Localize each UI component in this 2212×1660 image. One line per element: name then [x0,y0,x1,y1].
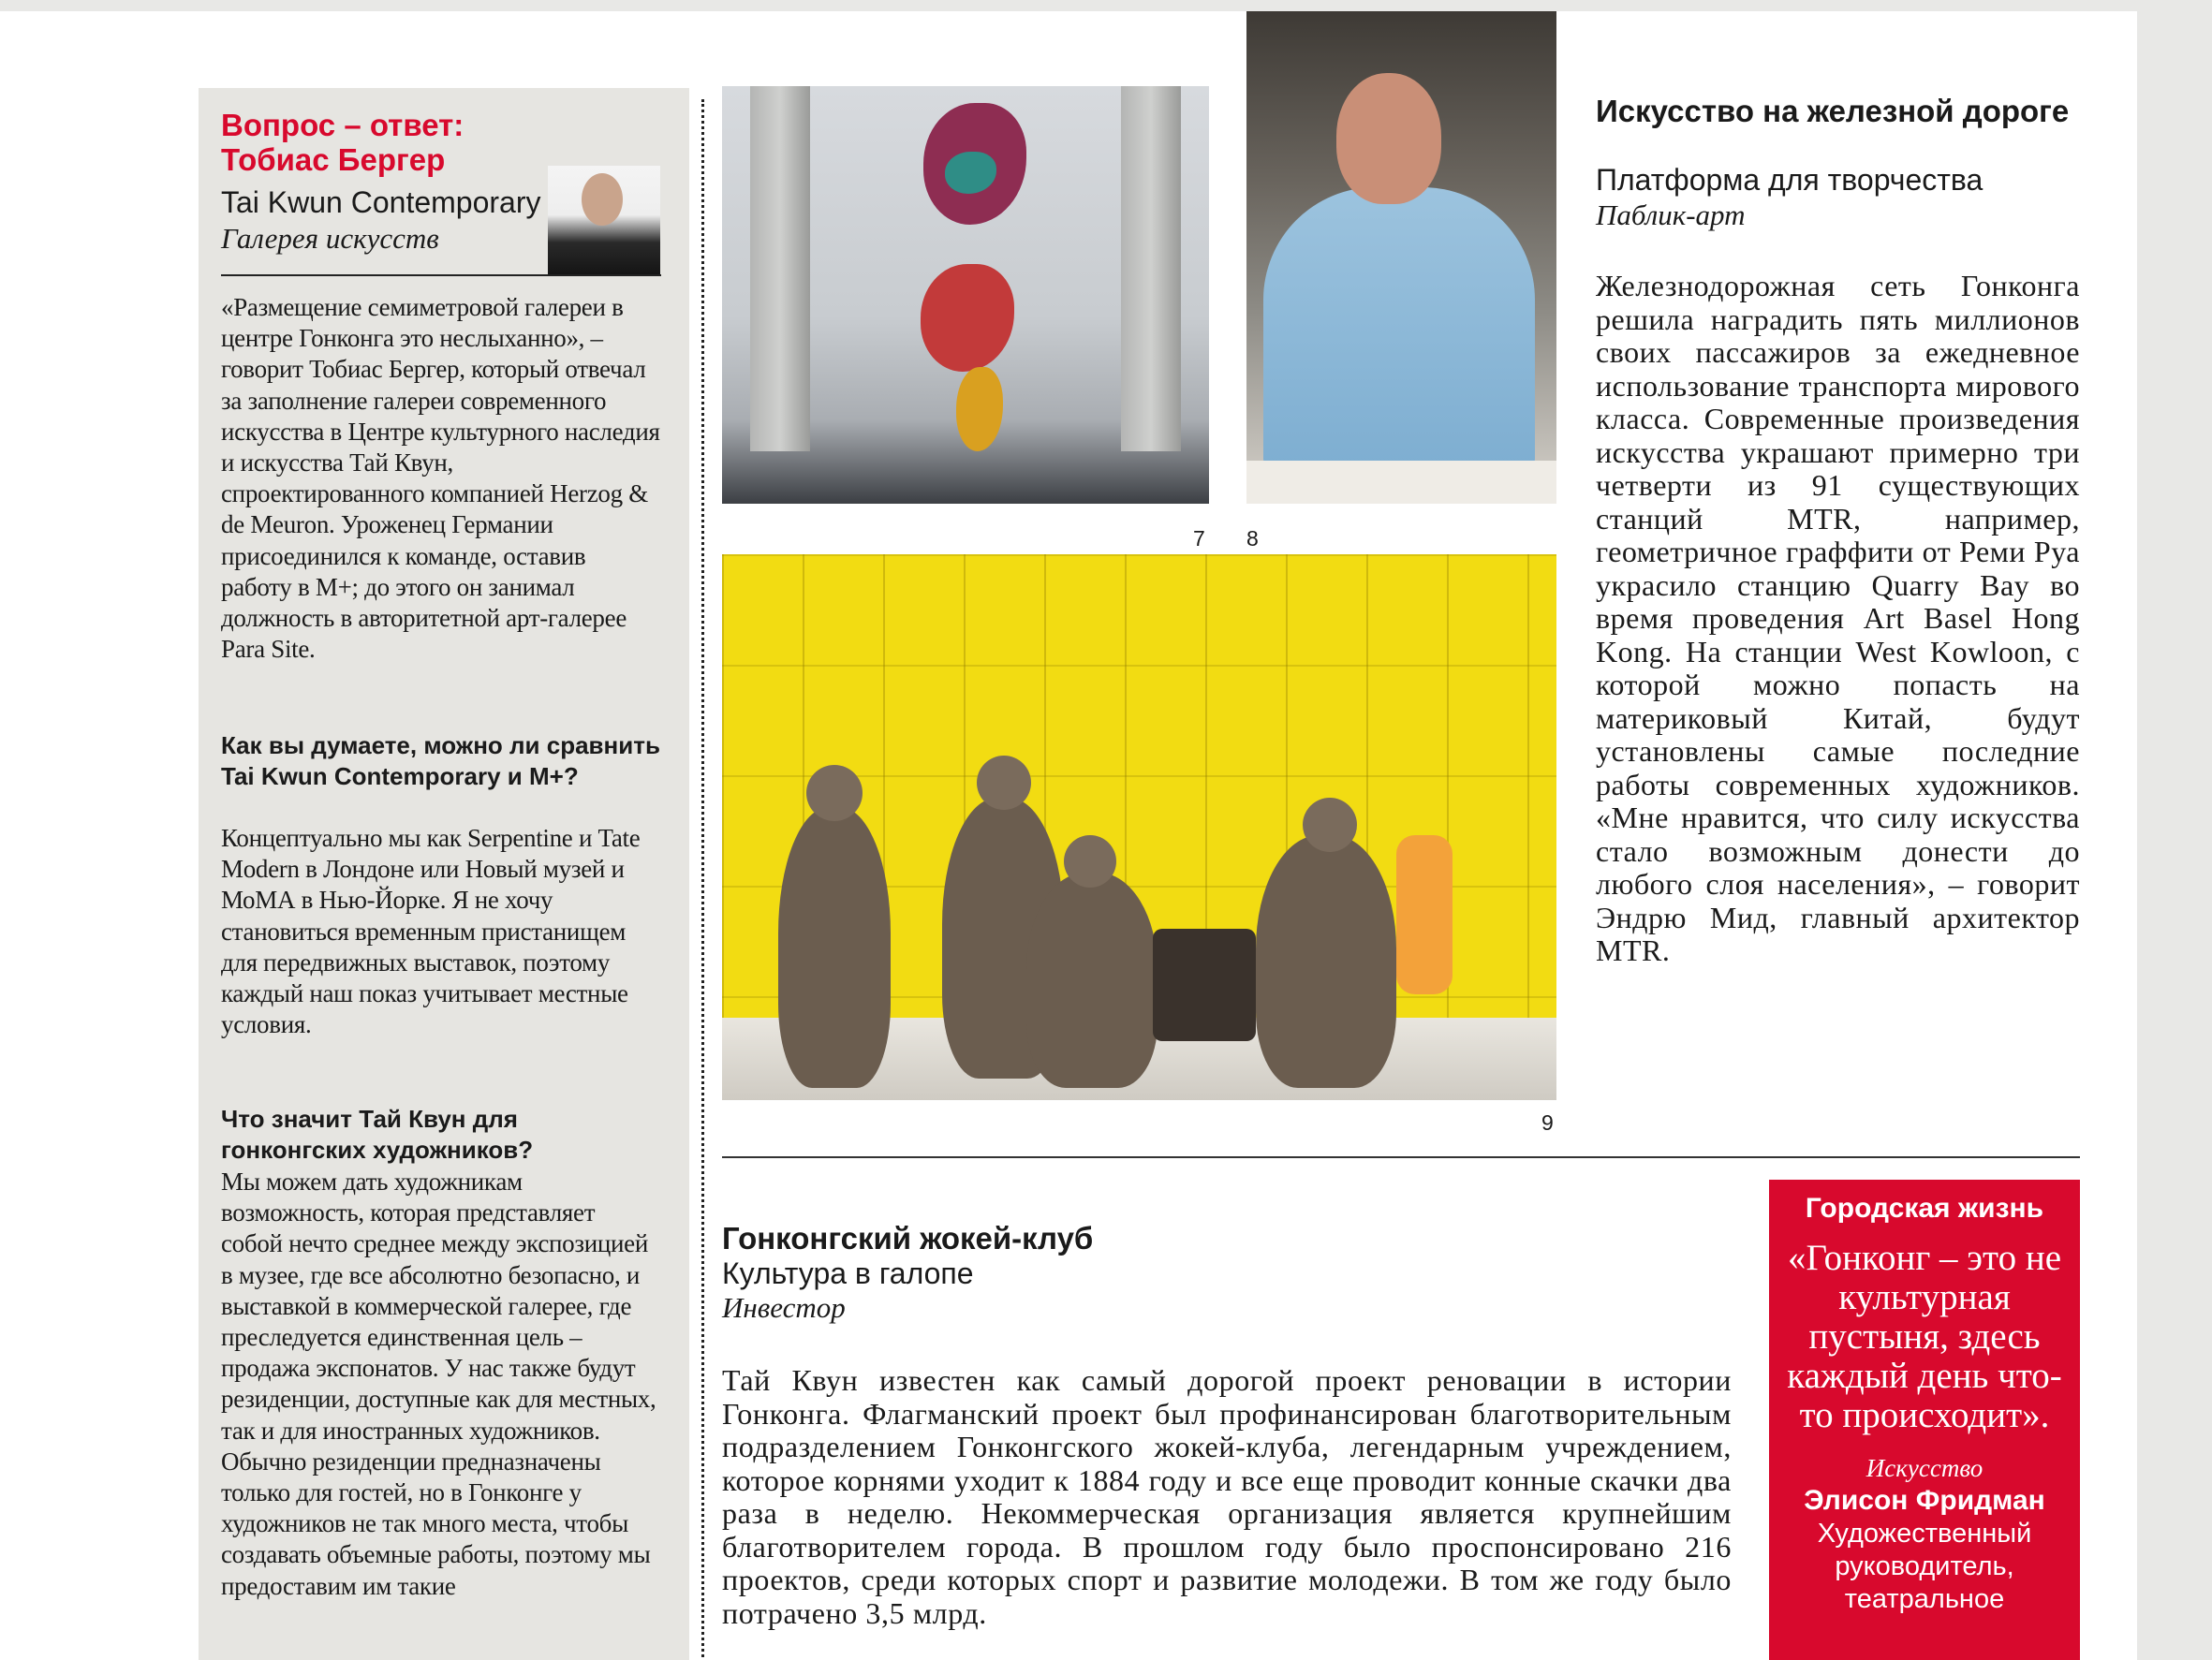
photo-number-8: 8 [1246,526,1259,551]
quote-box-kicker: Искусство [1865,1454,1983,1482]
sidebar-intro: «Размещение семиметровой галереи в центре Гонконга это неслыханно», – говорит Тобиас Бергер, который отвечал за заполнение галереи современного искусства в Центре культурного наследия и искусства Тай Квун, спроектированного компанией Herzog & de Meuron. Уроженец Германии присоединился к команде, оставив работу в М+; до этого он занимал должность в авторитетной арт-галерее Para Site. [221,293,660,664]
photo-sculptures-yellow-wall [722,554,1556,1100]
jockey-article-subtitle: Культура в галопе [722,1256,974,1290]
sidebar-answer-2: Мы можем дать художникам возможность, которая представляет собой нечто среднее между экспозицией в музее, где все абсолютно безопасно, и выставкой в коммерческой галерее, где преследуется единственная цель – продажа экспонатов. У нас также будут резиденции, доступные как для местных, так и для иностранных художников. Обычно резиденции предназначены только для гостей, но в Гонконге у художников не так много места, чтобы создавать объемные работы, поэтому мы предоставим им такие [221,1168,656,1600]
sidebar-divider [221,274,661,276]
magazine-page [0,11,2137,1660]
rail-article-kicker: Паблик-арт [1596,198,1746,231]
photo-number-9: 9 [1541,1110,1554,1135]
sidebar-question-2: Что значит Тай Квун для гонконгских художников? [221,1105,534,1164]
sidebar-subtitle: Tai Kwun Contemporary [221,185,541,219]
rail-article-body: Железнодорожная сеть Гонконга решила наградить пять миллионов своих пассажиров за ежедневное использование транспорта мирового класса. Современные произведения искусства украшают примерно три четверти из 91 существующих станций MTR, например, геометричное граффити от Реми Руа украсило станцию Quarry Bay во время проведения Art Basel Hong Kong. На станции West Kowloon, с которой можно попасть на материковый Китай, будут установлены самые последние работы современных художников. «Мне нравится, что силу искусства стало возможным донести до любого слоя населения», – говорит Эндрю Мид, главный архитектор MTR. [1596,269,2080,967]
rail-article-title: Искусство на железной дороге [1596,94,2070,128]
sidebar-question-1: Как вы думаете, можно ли сравнить Tai Kwun Contemporary и М+? [221,731,660,790]
quote-box-heading: Городская жизнь [1805,1193,2044,1224]
column-separator [701,99,704,1660]
quote-box-name: Элисон Фридман [1804,1485,2045,1516]
rail-article-subtitle: Платформа для творчества [1596,163,1983,197]
jockey-article-body: Тай Квун известен как самый дорогой проект реновации в истории Гонконга. Флагманский проект был профинансирован благотворительным подразделением Гонконгского жокей-клуба, легендарным учреждением, которое корнями уходит к 1884 году и все еще проводит конные скачки два раза в неделю. Некоммерческая организация является крупнейшим благотворителем города. В прошлом году было проспонсировано 216 проектов, среди которых спорт и развитие молодежи. В том же году было потрачено 3,5 млрд. [722,1363,1732,1630]
sidebar-answer-1: Концептуально мы как Serpentine и Tate Modern в Лондоне или Новый музей и МоМА в Нью-Йорке. Я не хочу становиться временным пристанищем для передвижных выставок, поэтому каждый наш показ учитывает местные условия. [221,824,641,1039]
sidebar-title: Вопрос – ответ: Тобиас Бергер [221,108,465,177]
city-life-quote-box [1769,1180,2080,1660]
section-divider [722,1156,2080,1158]
quote-box-role: Художественный руководитель, театральное [1817,1519,2032,1614]
tobias-berger-portrait [548,166,660,275]
sidebar-kicker: Галерея искусств [221,222,439,255]
quote-box-quote: «Гонконг – это не культурная пустыня, здесь каждый день что-то происходит». [1787,1238,2062,1435]
photo-portrait-andrew-mead [1246,11,1556,504]
jockey-article-kicker: Инвестор [722,1291,846,1324]
photo-number-7: 7 [1193,526,1205,551]
jockey-article-title: Гонконгский жокей-клуб [722,1221,1094,1256]
photo-station-art [722,86,1209,504]
